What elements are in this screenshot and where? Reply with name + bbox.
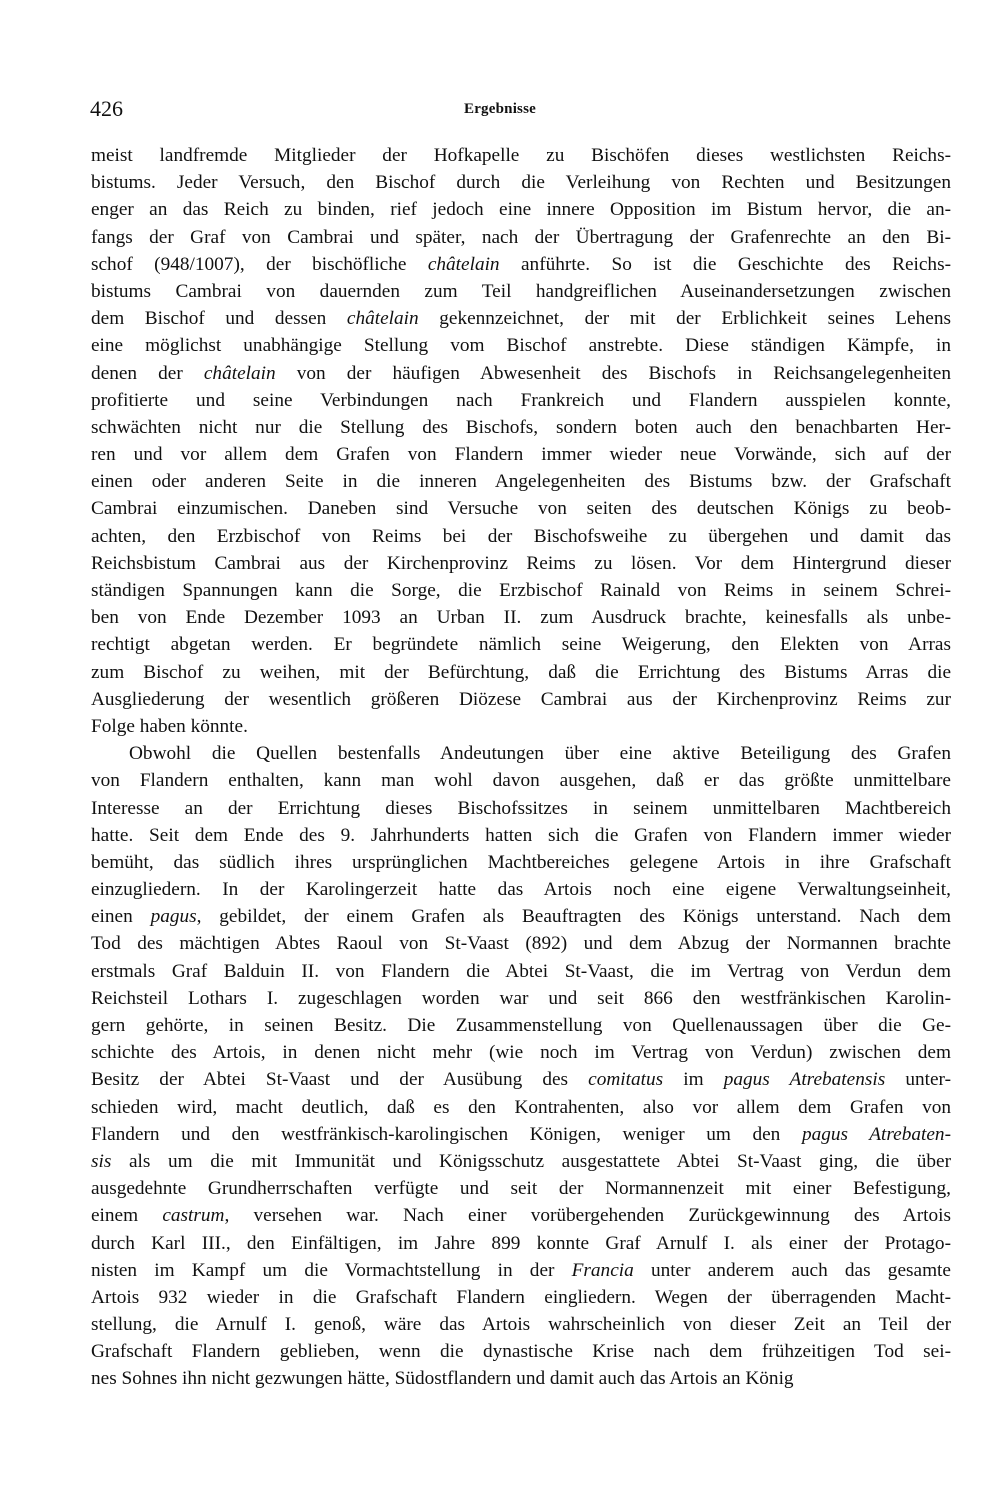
text-segment: schwächten nicht nur die Stellung des Bischofs, sondern boten auch den benachbarten Her- (91, 416, 951, 438)
text-segment: Besitz der Abtei St-Vaast und der Ausübung des (91, 1069, 589, 1091)
text-segment: , versehen war. Nach einer vorübergehenden Zurückgewinnung des Artois (224, 1205, 951, 1227)
text-line (91, 1257, 951, 1284)
text-segment: Reichsbistum Cambrai aus der Kirchenprovinz Reims zu lösen. Vor dem Hintergrund dieser (91, 552, 951, 574)
text-line (91, 849, 951, 876)
text-line (91, 332, 951, 359)
text-segment: Flandern und den westfränkisch-karolingischen Königen, weniger um den (91, 1123, 802, 1145)
italic-term: comitatus (588, 1069, 664, 1091)
italic-term: châtelain (346, 308, 419, 330)
text-line (91, 1311, 951, 1338)
text-segment: Grafschaft Flandern geblieben, wenn die dynastische Krise nach dem frühzeitigen Tod sei- (91, 1341, 951, 1363)
text-segment: enger an das Reich zu binden, rief jedoch eine innere Opposition im Bistum hervor, die an- (91, 199, 951, 221)
text-segment: fangs der Graf von Cambrai und später, nach der Übertragung der Grafenrechte an den Bi- (91, 226, 951, 248)
text-line (91, 1066, 951, 1093)
italic-term: châtelain (203, 362, 276, 384)
text-segment: als um die mit Immunität und Königsschutz ausgestattete Abtei St-Vaast ging, die über (111, 1150, 951, 1172)
text-segment: Interesse an der Errichtung dieses Bischofssitzes in seinem unmittelbaren Machtbereich (91, 797, 951, 819)
text-segment: achten, den Erzbischof von Reims bei der Bischofsweihe zu übergehen und damit das (91, 525, 951, 547)
text-line (91, 278, 951, 305)
text-segment: Reichsteil Lothars I. zugeschlagen worden war und seit 866 den westfränkischen Karolin- (91, 987, 951, 1009)
text-line (91, 740, 951, 767)
text-line (91, 1230, 951, 1257)
text-line (91, 1202, 951, 1229)
text-line (91, 468, 951, 495)
text-segment: , gebildet, der einem Grafen als Beauftragten des Königs unterstand. Nach dem (196, 906, 952, 928)
text-line (91, 1094, 951, 1121)
text-line (91, 387, 951, 414)
text-segment: meist landfremde Mitglieder der Hofkapelle zu Bischöfen dieses westlichsten Reichs- (91, 145, 951, 166)
text-line (91, 1121, 951, 1148)
body-text (91, 142, 951, 1393)
text-line (91, 495, 951, 522)
italic-term: castrum (162, 1205, 225, 1227)
text-segment: nisten im Kampf um die Vormachtstellung in der (91, 1259, 572, 1281)
text-segment: schieden wird, macht deutlich, daß es den Kontrahenten, also vor allem dem Grafen von (91, 1096, 951, 1118)
text-segment: gekennzeichnet, der mit der Erblichkeit seines Lehens (418, 308, 951, 330)
text-line (91, 767, 951, 794)
text-line (91, 985, 951, 1012)
text-line (91, 958, 951, 985)
text-segment: stellung, die Arnulf I. genoß, wäre das Artois wahrscheinlich von dieser Zeit an Teil der (91, 1314, 951, 1336)
text-line (91, 1175, 951, 1202)
text-line (91, 659, 951, 686)
text-segment: ren und vor allem dem Grafen von Flandern immer wieder neue Vorwände, sich auf der (91, 444, 951, 466)
text-segment: schof (948/1007), der bischöfliche (91, 253, 428, 275)
text-segment: Folge haben könnte. (91, 715, 248, 737)
text-line (91, 251, 951, 278)
text-segment: eine möglichst unabhängige Stellung vom Bischof anstrebte. Diese ständigen Kämpfe, in (91, 335, 951, 357)
text-segment: im (663, 1069, 724, 1091)
text-line (91, 360, 951, 387)
text-line (91, 441, 951, 468)
text-segment: von Flandern enthalten, kann man wohl davon ausgehen, daß er das größte unmittelbare (91, 770, 951, 792)
text-segment: ständigen Spannungen kann die Sorge, die Erzbischof Rainald von Reims in seinem Schrei- (91, 580, 951, 601)
text-segment: anführte. So ist die Geschichte des Reichs- (499, 253, 951, 275)
text-segment: denen der (91, 362, 204, 384)
text-line (91, 1148, 951, 1175)
text-segment: ausgedehnte Grundherrschaften verfügte und seit der Normannenzeit mit einer Befestigung, (91, 1178, 951, 1200)
page-number: 426 (90, 96, 123, 121)
text-line (91, 1338, 951, 1365)
text-segment: durch Karl III., den Einfältigen, im Jahre 899 konnte Graf Arnulf I. als einer der Protago- (91, 1232, 951, 1254)
text-line (91, 1012, 951, 1039)
text-line (91, 822, 951, 849)
text-segment: zum Bischof zu weihen, mit der Befürchtung, daß die Errichtung des Bistums Arras die (91, 661, 951, 683)
text-line (91, 604, 951, 631)
text-segment: Cambrai einzumischen. Daneben sind Versuche von seiten des deutschen Königs zu beob- (91, 498, 951, 520)
text-segment: schichte des Artois, in denen nicht mehr (wie noch im Vertrag von Verdun) zwischen dem (91, 1042, 951, 1064)
italic-term: sis (91, 1150, 112, 1172)
text-segment: bemüht, das südlich ihres ursprünglichen Machtbereiches gelegene Artois in ihre Grafschaft (91, 851, 951, 873)
text-segment: einen oder anderen Seite in die inneren Angelegenheiten des Bistums bzw. der Grafschaft (91, 471, 951, 493)
text-segment: ben von Ende Dezember 1093 an Urban II. zum Ausdruck brachte, keinesfalls als unbe- (91, 607, 951, 629)
text-line (91, 876, 951, 903)
text-line (91, 414, 951, 441)
italic-term: pagus (150, 906, 197, 928)
text-segment: von der häufigen Abwesenheit des Bischofs in Reichsangelegenheiten (275, 362, 951, 384)
text-line (91, 631, 951, 658)
text-line (91, 305, 951, 332)
text-segment: bistums Cambrai von dauernden zum Teil handgreiflichen Auseinandersetzungen zwischen (91, 280, 951, 302)
text-segment: dem Bischof und dessen (91, 308, 347, 330)
text-segment: Ausgliederung der wesentlich größeren Diözese Cambrai aus der Kirchenprovinz Reims zur (91, 688, 951, 710)
text-line (91, 550, 951, 577)
text-segment: gern gehörte, in seinen Besitz. Die Zusammenstellung von Quellenaussagen über die Ge- (91, 1015, 951, 1036)
text-segment: einzugliedern. In der Karolingerzeit hatte das Artois noch eine eigene Verwaltungseinheit, (91, 879, 951, 901)
text-line (91, 142, 951, 169)
text-line (91, 196, 951, 223)
text-line (91, 930, 951, 957)
text-segment: bistums. Jeder Versuch, den Bischof durch die Verleihung von Rechten und Besitzungen (91, 172, 951, 194)
text-segment: Artois 932 wieder in die Grafschaft Flandern eingliedern. Wegen der überragenden Macht- (91, 1286, 951, 1308)
italic-term: Francia (571, 1259, 634, 1281)
text-line (91, 795, 951, 822)
text-line (91, 1284, 951, 1311)
text-segment: hatte. Seit dem Ende des 9. Jahrhunderts hatten sich die Grafen von Flandern immer wieder (91, 824, 951, 846)
running-head: Ergebnisse (463, 101, 536, 117)
italic-term: pagus Atrebaten- (801, 1123, 951, 1145)
page-header (90, 94, 910, 124)
text-line (91, 686, 951, 713)
text-segment: Obwohl die Quellen bestenfalls Andeutungen über eine aktive Beteiligung des Grafen (129, 743, 951, 765)
text-line (91, 577, 951, 604)
text-segment: erstmals Graf Balduin II. von Flandern die Abtei St-Vaast, die im Vertrag von Verdun dem (91, 960, 951, 982)
text-line (91, 1365, 951, 1392)
text-line (91, 1039, 951, 1066)
text-line (91, 523, 951, 550)
italic-term: châtelain (427, 253, 500, 275)
text-segment: nes Sohnes ihn nicht gezwungen hätte, Südostflandern und damit auch das Artois an König (91, 1368, 794, 1390)
text-segment: rechtigt abgetan werden. Er begründete nämlich seine Weigerung, den Elekten von Arras (91, 634, 951, 656)
text-line (91, 224, 951, 251)
text-segment: unter- (885, 1069, 951, 1091)
text-segment: einem (91, 1205, 163, 1227)
text-line (91, 713, 951, 740)
italic-term: pagus Atrebatensis (723, 1069, 886, 1091)
text-segment: Tod des mächtigen Abtes Raoul von St-Vaast (892) und dem Abzug der Normannen brachte (91, 933, 951, 955)
text-segment: einen (91, 906, 151, 928)
text-segment: unter anderem auch das gesamte (633, 1259, 951, 1281)
text-line (91, 169, 951, 196)
text-segment: profitierte und seine Verbindungen nach Frankreich und Flandern ausspielen konnte, (91, 389, 951, 411)
text-line (91, 903, 951, 930)
